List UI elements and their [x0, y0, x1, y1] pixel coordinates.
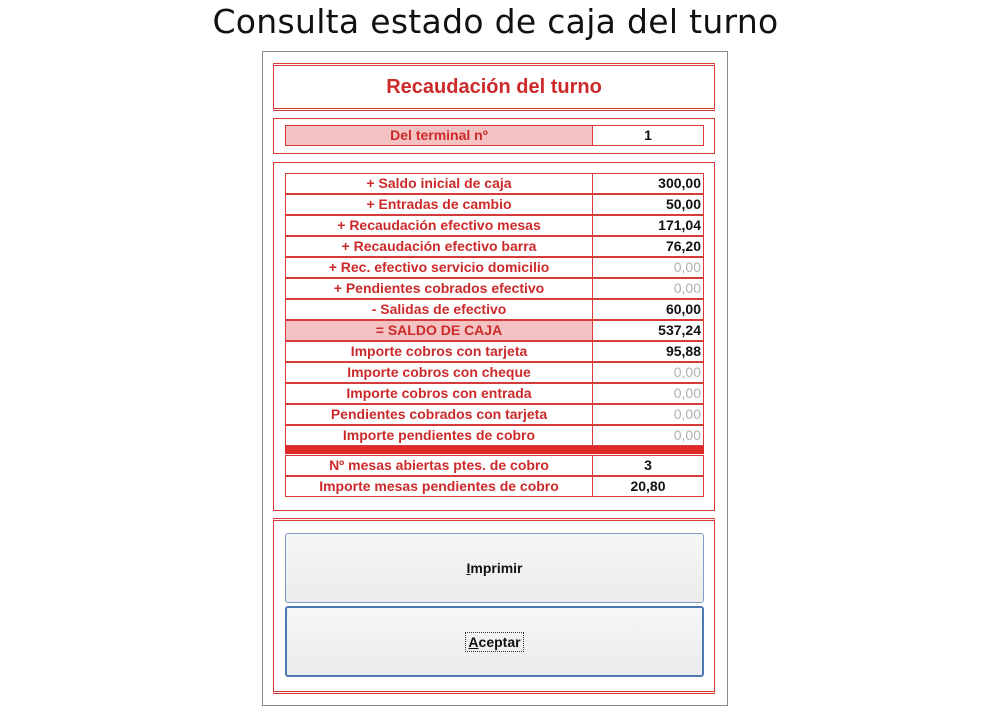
row-label: Importe mesas pendientes de cobro [286, 477, 593, 496]
dialog-title: Recaudación del turno [386, 76, 602, 98]
row-value: 300,00 [658, 175, 701, 191]
accept-label: ceptar [478, 633, 521, 650]
row-label: + Entradas de cambio [286, 195, 593, 214]
row-value: 95,88 [665, 343, 701, 359]
row-pendientes-tarjeta [285, 404, 704, 425]
row-servicio-domicilio [285, 257, 704, 278]
buttons-panel [273, 518, 715, 694]
row-label: Importe cobros con tarjeta [286, 342, 593, 361]
row-label: + Saldo inicial de caja [286, 174, 593, 193]
row-value: 0,00 [673, 364, 701, 380]
row-value: 20,80 [630, 478, 666, 494]
print-button[interactable] [285, 533, 704, 603]
row-value: 3 [644, 457, 652, 473]
terminal-value: 1 [644, 127, 652, 143]
row-salidas-efectivo [285, 299, 704, 320]
accept-button-caption [466, 633, 522, 651]
row-value: 537,24 [658, 322, 701, 338]
row-value: 0,00 [673, 385, 701, 401]
row-value: 60,00 [665, 301, 701, 317]
row-value: 0,00 [673, 280, 701, 296]
terminal-label: Del terminal nº [286, 126, 593, 145]
row-value: 0,00 [673, 259, 701, 275]
row-cobros-tarjeta [285, 341, 704, 362]
row-label: Importe cobros con entrada [286, 384, 593, 403]
page-heading: Consulta estado de caja del turno [212, 2, 779, 41]
row-pendientes-efectivo [285, 278, 704, 299]
row-label: + Rec. efectivo servicio domicilio [286, 258, 593, 277]
row-label: Nº mesas abiertas ptes. de cobro [286, 456, 593, 475]
title-panel [273, 63, 715, 111]
print-mnemonic: I [466, 560, 471, 576]
row-recaudacion-mesas [285, 215, 704, 236]
row-cobros-entrada [285, 383, 704, 404]
row-label: = SALDO DE CAJA [286, 321, 593, 340]
row-value: 0,00 [673, 427, 701, 443]
dialog-window [262, 51, 728, 706]
print-label: mprimir [470, 560, 523, 576]
row-value: 0,00 [673, 406, 701, 422]
accept-mnemonic: A [468, 633, 479, 650]
summary-panel [273, 162, 715, 511]
row-entradas-cambio [285, 194, 704, 215]
row-value: 76,20 [665, 238, 701, 254]
print-button-caption [464, 559, 524, 577]
row-label: - Salidas de efectivo [286, 300, 593, 319]
row-label: + Recaudación efectivo barra [286, 237, 593, 256]
row-value: 171,04 [658, 217, 701, 233]
terminal-row [285, 125, 704, 146]
row-value: 50,00 [665, 196, 701, 212]
row-label: Pendientes cobrados con tarjeta [286, 405, 593, 424]
red-separator [285, 446, 704, 454]
row-label: + Pendientes cobrados efectivo [286, 279, 593, 298]
terminal-panel [273, 118, 715, 154]
row-label: + Recaudación efectivo mesas [286, 216, 593, 235]
accept-button[interactable] [285, 606, 704, 677]
row-cobros-cheque [285, 362, 704, 383]
row-importe-mesas-pendientes [285, 476, 704, 497]
row-label: Importe pendientes de cobro [286, 426, 593, 445]
row-saldo-inicial [285, 173, 704, 194]
row-recaudacion-barra [285, 236, 704, 257]
row-pendientes-cobro [285, 425, 704, 446]
row-saldo-caja [285, 320, 704, 341]
row-label: Importe cobros con cheque [286, 363, 593, 382]
row-mesas-abiertas [285, 455, 704, 476]
